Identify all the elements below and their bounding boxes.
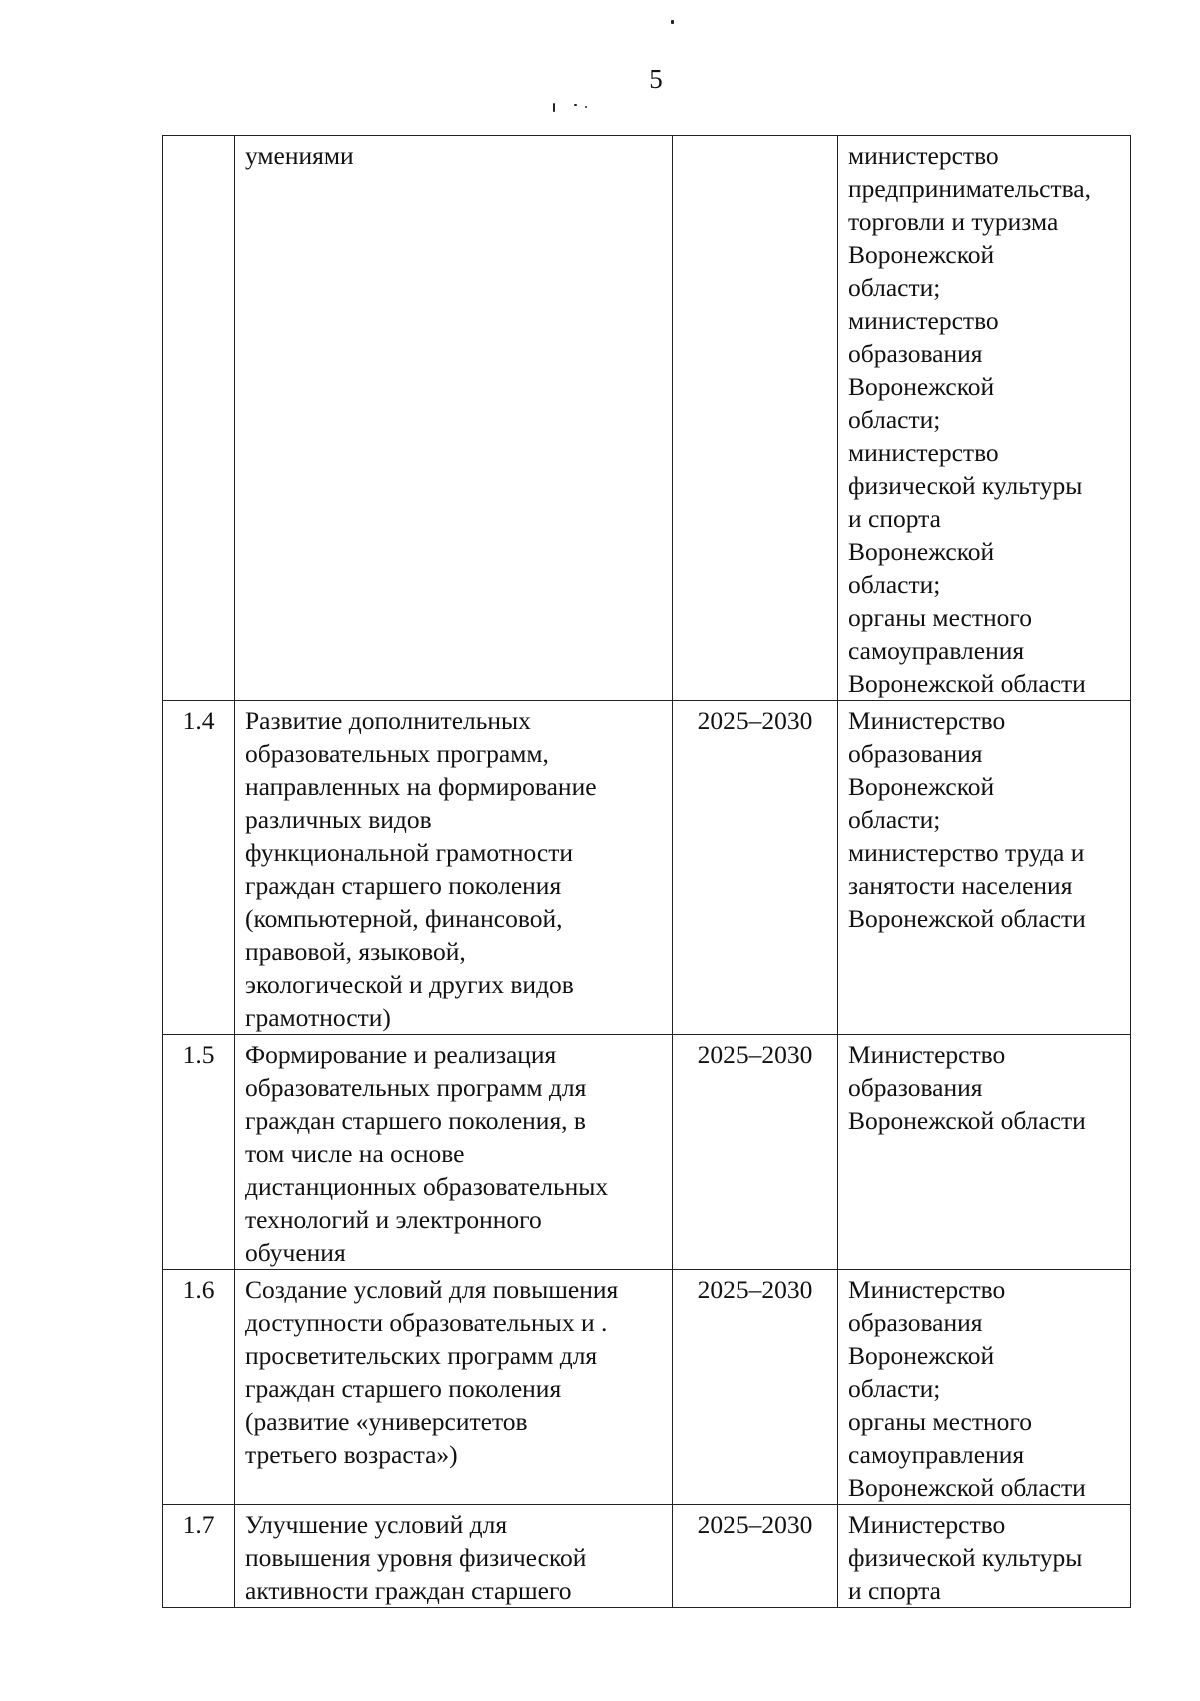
row-number: 1.5 [163,1035,235,1270]
row-number: 1.7 [163,1505,235,1608]
implementation-period: 2025–2030 [673,1035,838,1270]
table-row [163,1505,1131,1608]
scan-speck [553,103,555,112]
implementation-period: 2025–2030 [673,1505,838,1608]
activity-description: Развитие дополнительных образовательных программ, направленных на формирование различных видов функциональной грамотности граждан старшего поколения (компьютерной, финансовой, правовой, языковой, экологической и других видов грамотности) [235,701,673,1035]
activity-description: Формирование и реализация образовательных программ для граждан старшего поколения, в том числе на основе дистанционных образовательных технологий и электронного обучения [235,1035,673,1270]
page-number: 5 [649,64,663,94]
responsible-executors: Министерство образования Воронежской области; министерство труда и занятости населения Воронежской области [838,701,1131,1035]
activities-table [162,135,1131,1608]
activity-description: Улучшение условий для повышения уровня физической активности граждан старшего [235,1505,673,1608]
responsible-executors: министерство предпринимательства, торговли и туризма Воронежской области; министерство образования Воронежской области; министерство физической культуры и спорта Воронежской области; органы местного самоуправления Воронежской области [838,136,1131,701]
responsible-executors: Министерство физической культуры и спорта [838,1505,1131,1608]
activity-description: умениями [235,136,673,701]
table-row [163,701,1131,1035]
table-row [163,1035,1131,1270]
implementation-period: 2025–2030 [673,1270,838,1505]
implementation-period [673,136,838,701]
table-row [163,1270,1131,1505]
implementation-period: 2025–2030 [673,701,838,1035]
activity-description: Создание условий для повышения доступности образовательных и . просветительских программ для граждан старшего поколения (развитие «университетов третьего возраста») [235,1270,673,1505]
table-row [163,136,1131,701]
scan-speck [585,106,587,108]
row-number: 1.6 [163,1270,235,1505]
responsible-executors: Министерство образования Воронежской области [838,1035,1131,1270]
scan-speck [574,104,577,106]
row-number: 1.4 [163,701,235,1035]
row-number [163,136,235,701]
scan-speck [671,20,674,24]
responsible-executors: Министерство образования Воронежской области; органы местного самоуправления Воронежской области [838,1270,1131,1505]
